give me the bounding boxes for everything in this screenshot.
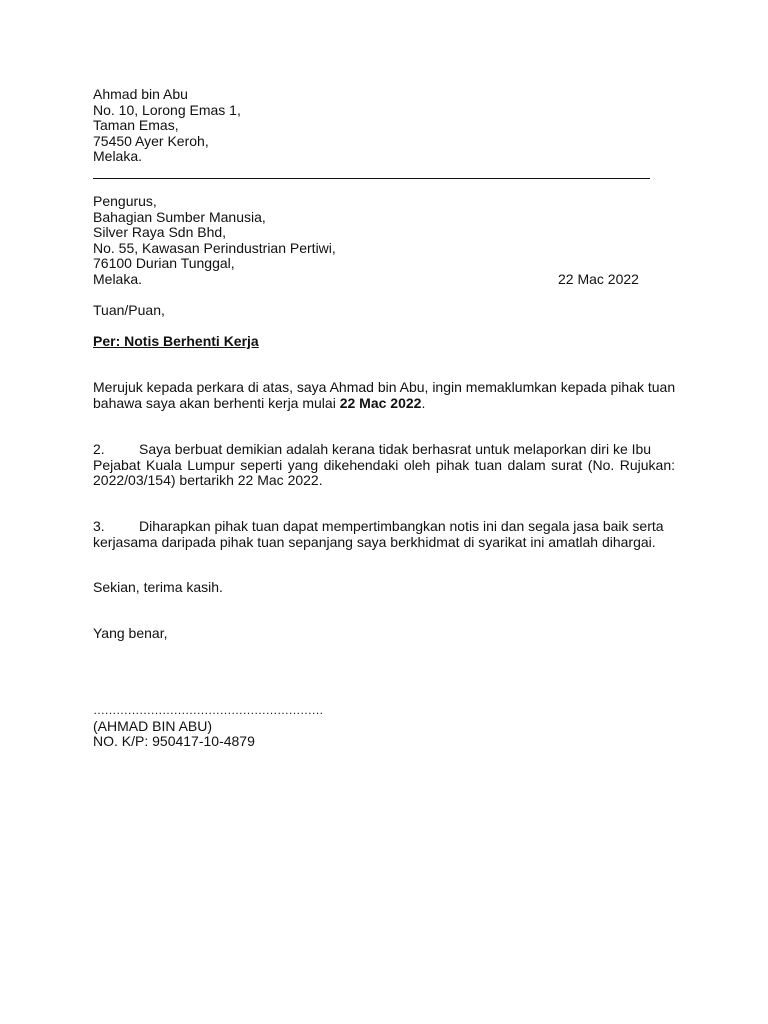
signatory-name: (AHMAD BIN ABU) — [93, 717, 213, 734]
sender-address-line: Taman Emas, — [93, 117, 179, 133]
paragraph-2-text: Saya berbuat demikian adalah kerana tidak berhasrat untuk melaporkan diri ke Ibu — [139, 441, 652, 457]
signature-line: …………………………………………………… — [93, 703, 323, 717]
paragraph-2-line — [93, 442, 675, 458]
recipient-line: Bahagian Sumber Manusia, — [93, 208, 266, 225]
sender-address-line: 75450 Ayer Keroh, — [93, 132, 209, 149]
sender-name: Ahmad bin Abu — [93, 86, 188, 102]
paragraph-3 — [93, 519, 675, 550]
paragraph-number: 2. — [93, 441, 105, 457]
paragraph-1 — [93, 380, 675, 411]
paragraph-number: 3. — [93, 518, 105, 534]
signatory-ic-number: NO. K/P: 950417-10-4879 — [93, 733, 255, 749]
sender-address-line: Melaka. — [93, 148, 143, 164]
effective-date: 22 Mac 2022 — [339, 394, 422, 411]
subject-line: Per: Notis Berhenti Kerja — [93, 333, 259, 349]
paragraph-2-line: Pejabat Kuala Lumpur seperti yang dikehendaki oleh pihak tuan dalam surat (No. Rujukan: — [93, 456, 675, 473]
paragraph-1-punct: . — [421, 394, 426, 411]
paragraph-1-text: bahawa saya akan berhenti kerja mulai — [93, 394, 340, 411]
letter-date: 22 Mac 2022 — [558, 271, 639, 287]
recipient-line: Silver Raya Sdn Bhd, — [93, 224, 227, 240]
closing-text: Sekian, terima kasih. — [93, 579, 223, 595]
paragraph-3-line: kerjasama daripada pihak tuan sepanjang saya berkhidmat di syarikat ini amatlah dihargai. — [93, 533, 656, 550]
recipient-line: Melaka. — [93, 270, 143, 287]
recipient-line: Pengurus, — [93, 193, 157, 209]
recipient-address — [93, 194, 336, 287]
paragraph-1-line — [93, 396, 675, 412]
sender-address — [93, 87, 241, 165]
sign-off: Yang benar, — [93, 625, 168, 641]
recipient-line: 76100 Durian Tunggal, — [93, 255, 235, 271]
divider-line — [93, 178, 650, 179]
paragraph-3-text: Diharapkan pihak tuan dapat mempertimbangkan notis ini dan segala jasa baik serta — [139, 518, 664, 534]
paragraph-2 — [93, 442, 675, 489]
paragraph-1-line: Merujuk kepada perkara di atas, saya Ahmad bin Abu, ingin memaklumkan kepada pihak tuan — [93, 379, 676, 395]
paragraph-2-line: 2022/03/154) bertarikh 22 Mac 2022. — [93, 472, 323, 488]
sender-address-line: No. 10, Lorong Emas 1, — [93, 101, 241, 118]
recipient-line: No. 55, Kawasan Perindustrian Pertiwi, — [93, 239, 336, 256]
salutation: Tuan/Puan, — [93, 302, 165, 318]
signature-block — [93, 703, 323, 750]
paragraph-3-line — [93, 519, 675, 535]
